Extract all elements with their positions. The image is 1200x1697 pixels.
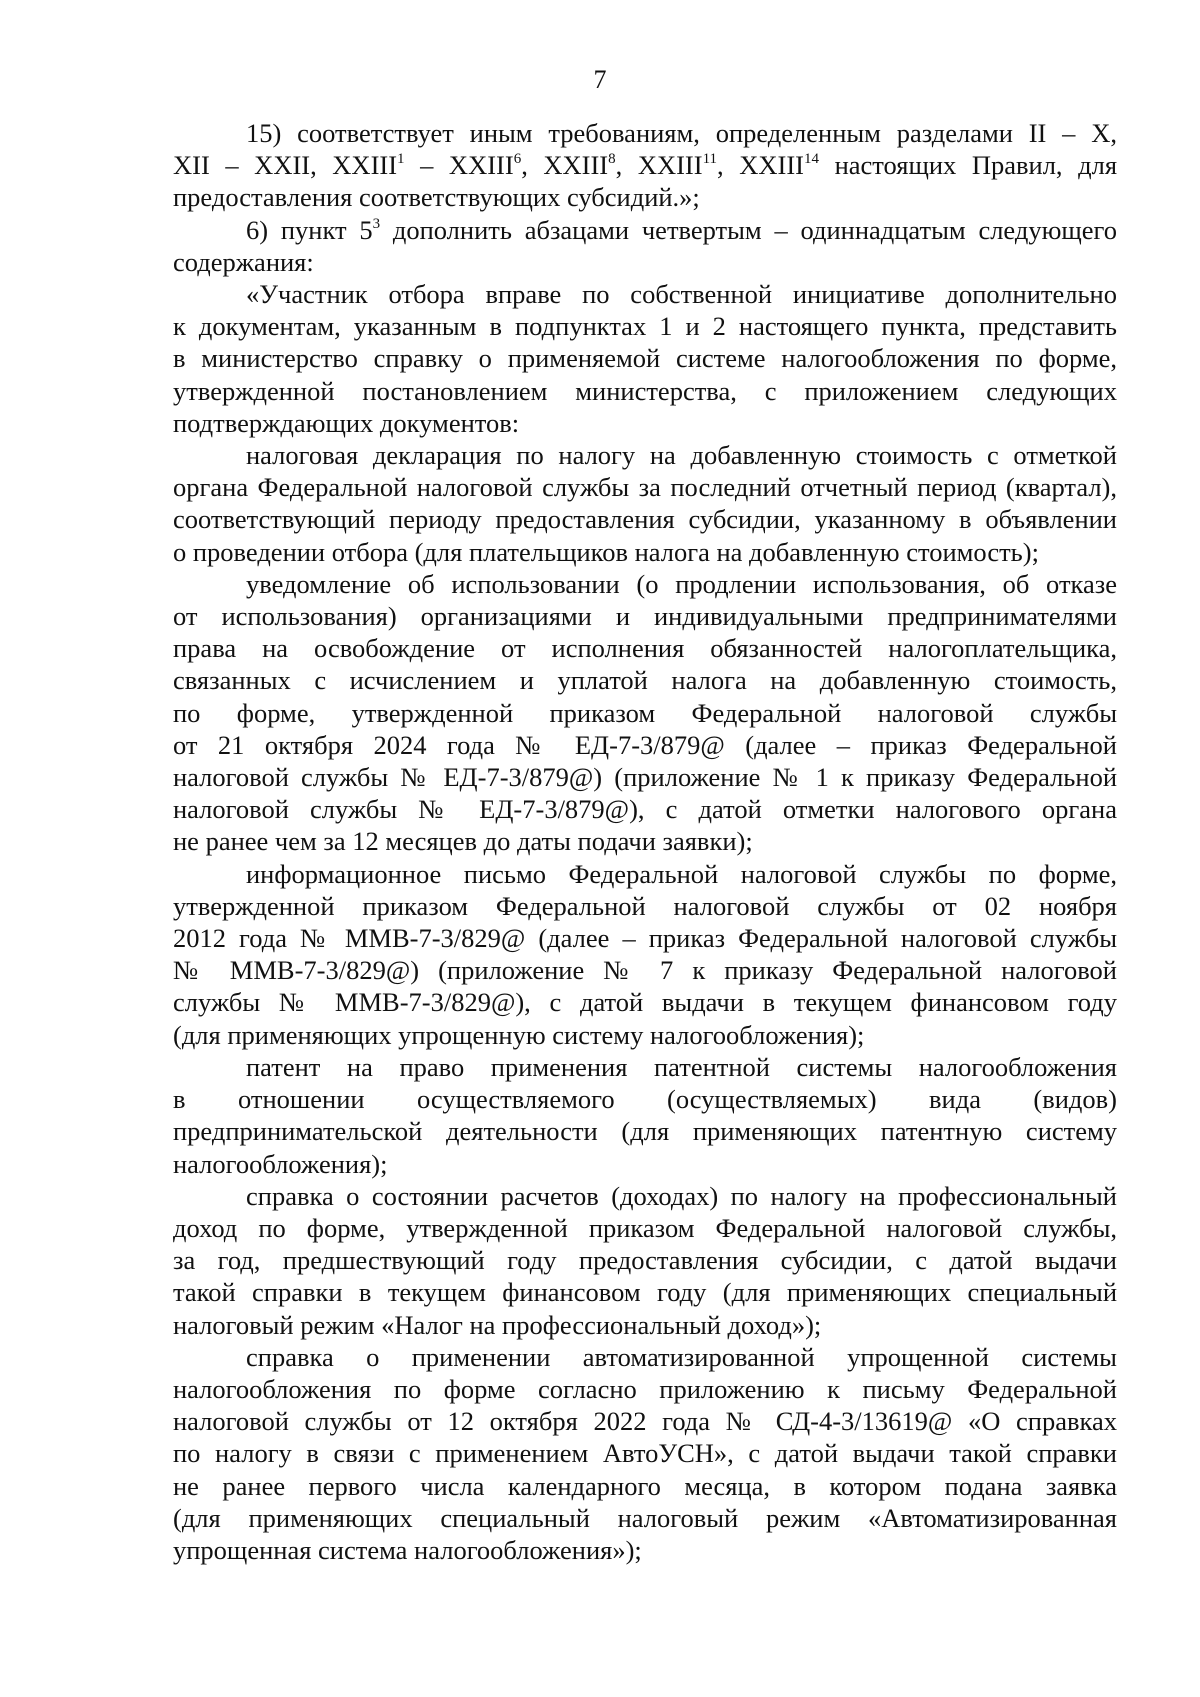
page-number: 7 — [593, 65, 607, 94]
text-line: не ранее чем за 12 месяцев до даты подачи заявки); — [173, 826, 753, 857]
text-line: органа Федеральной налоговой службы за последний отчетный период (квартал), — [173, 472, 1117, 503]
text-line: налоговый режим «Налог на профессиональный доход»); — [173, 1309, 822, 1340]
text-line: справка о состоянии расчетов (доходах) по налогу на профессиональный — [246, 1180, 1117, 1211]
text-line: содержания: — [173, 246, 314, 277]
text-line: права на освобождение от исполнения обязанностей налогоплательщика, — [173, 633, 1117, 664]
text-fragment: , XXIII — [521, 150, 609, 181]
text-line: (для применяющих специальный налоговый режим «Автоматизированная — [173, 1502, 1117, 1533]
paragraph-vat-declaration — [173, 439, 1117, 568]
text-line: налоговой службы № ЕД-7-3/879@), с датой отметки налогового органа — [173, 794, 1117, 825]
text-line: (для применяющих упрощенную систему налогообложения); — [173, 1019, 865, 1050]
paragraph-professional-income — [173, 1180, 1117, 1341]
superscript: 14 — [804, 151, 819, 168]
text-line: службы № ММВ-7-3/829@), с датой выдачи в текущем финансовом году — [173, 987, 1117, 1018]
text-line: утвержденной приказом Федеральной налоговой службы от 02 ноября — [173, 890, 1117, 921]
text-line: № ММВ-7-3/829@) (приложение № 7 к приказу Федеральной налоговой — [173, 955, 1117, 986]
text-line: уведомление об использовании (о продлении использования, об отказе — [246, 568, 1117, 599]
superscript: 8 — [608, 151, 616, 168]
text-fragment: , XXIII — [615, 150, 703, 181]
text-line: в министерство справку о применяемой системе налогообложения по форме, — [173, 343, 1117, 374]
text-fragment: дополнить абзацами четвертым – одиннадцатым следующего — [380, 214, 1117, 245]
text-line: от использования) организациями и индивидуальными предпринимателями — [173, 601, 1117, 632]
text-line: 15) соответствует иным требованиям, определенным разделами II – X, — [246, 118, 1117, 148]
superscript: 11 — [702, 151, 718, 168]
superscript: 6 — [513, 151, 522, 168]
text-line: справка о применении автоматизированной упрощенной системы — [246, 1341, 1117, 1372]
text-line: по налогу в связи с применением АвтоУСН», с датой выдачи такой справки — [173, 1438, 1117, 1469]
text-line: за год, предшествующий году предоставления субсидии, с датой выдачи — [173, 1245, 1117, 1276]
text-line: к документам, указанным в подпунктах 1 и 2 настоящего пункта, представить — [173, 311, 1117, 342]
text-line: налоговая декларация по налогу на добавленную стоимость с отметкой — [246, 440, 1117, 471]
text-line: утвержденной постановлением министерства, с приложением следующих — [173, 375, 1117, 406]
text-line: упрощенная система налогообложения»); — [173, 1534, 642, 1565]
paragraph-info-letter — [173, 858, 1117, 1051]
text-line: по форме, утвержденной приказом Федеральной налоговой службы — [173, 697, 1117, 728]
text-line: налогообложения); — [173, 1148, 388, 1179]
text-line: 2012 года № ММВ-7-3/829@ (далее – приказ Федеральной налоговой службы — [173, 923, 1117, 954]
paragraph-auto-usn — [173, 1341, 1117, 1566]
text-line: не ранее первого числа календарного месяца, в котором подана заявка — [173, 1470, 1117, 1501]
text-line: доход по форме, утвержденной приказом Федеральной налоговой службы, — [173, 1212, 1117, 1243]
text-line: «Участник отбора вправе по собственной инициативе дополнительно — [246, 279, 1117, 310]
text-line: от 21 октября 2024 года № ЕД-7-3/879@ (далее – приказ Федеральной — [173, 729, 1117, 760]
text-line: информационное письмо Федеральной налоговой службы по форме, — [246, 858, 1117, 889]
text-fragment: XII – XXII, XXIII — [173, 150, 398, 181]
text-fragment: настоящих Правил, для — [819, 150, 1118, 181]
superscript: 1 — [397, 151, 405, 168]
text-line: в отношении осуществляемого (осуществляемых) вида (видов) — [173, 1084, 1117, 1115]
text-fragment: – XXIII — [404, 150, 514, 181]
text-line: патент на право применения патентной системы налогообложения — [246, 1051, 1117, 1082]
text-line: подтверждающих документов: — [173, 407, 520, 438]
paragraph-patent — [173, 1051, 1117, 1180]
text-line: налоговой службы от 12 октября 2022 года № СД-4-3/13619@ «О справках — [173, 1406, 1117, 1437]
text-line: предоставления соответствующих субсидий.»; — [173, 182, 700, 213]
paragraph-item-15 — [173, 117, 1117, 214]
text-line: соответствующий периоду предоставления субсидии, указанному в объявлении — [173, 504, 1117, 535]
text-line: налоговой службы № ЕД-7-3/879@) (приложение № 1 к приказу Федеральной — [173, 762, 1117, 793]
text-line — [173, 214, 1117, 246]
text-line: налогообложения по форме согласно приложению к письму Федеральной — [173, 1373, 1117, 1404]
text-line: предпринимательской деятельности (для применяющих патентную систему — [173, 1116, 1117, 1147]
text-line: связанных с исчислением и уплатой налога на добавленную стоимость, — [173, 665, 1117, 696]
text-fragment: , XXIII — [717, 150, 804, 181]
paragraph-notification — [173, 568, 1117, 858]
text-line: такой справки в текущем финансовом году (для применяющих специальный — [173, 1277, 1117, 1308]
text-line: о проведении отбора (для плательщиков налога на добавленную стоимость); — [173, 536, 1039, 567]
superscript: 3 — [372, 215, 381, 232]
text-line — [173, 149, 1117, 181]
text-fragment: 6) пункт 5 — [246, 214, 373, 245]
paragraph-participant — [173, 278, 1117, 439]
document-body — [173, 117, 1117, 1566]
paragraph-item-6 — [173, 214, 1117, 278]
